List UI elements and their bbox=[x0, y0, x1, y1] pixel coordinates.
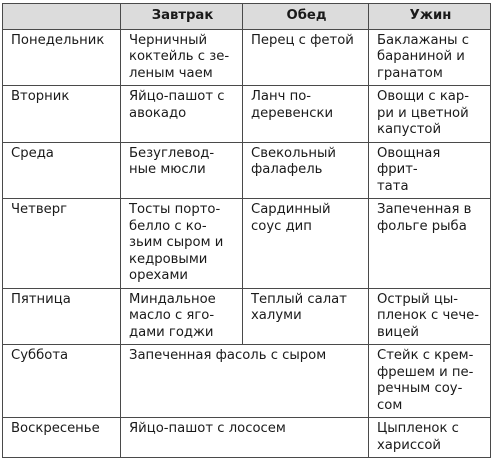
lunch-cell: Сардинный соус дип bbox=[243, 199, 369, 289]
day-cell: Суббота bbox=[3, 345, 121, 418]
breakfast-cell: Тосты порто- белло с ко- зьим сыром и кедровыми орехами bbox=[121, 199, 243, 289]
day-cell: Понедельник bbox=[3, 29, 121, 86]
breakfast-lunch-cell: Яйцо-пашот с лососем bbox=[121, 418, 369, 458]
lunch-cell: Свекольный фалафель bbox=[243, 142, 369, 199]
breakfast-cell: Яйцо-пашот с авокадо bbox=[121, 86, 243, 143]
lunch-cell: Перец с фетой bbox=[243, 29, 369, 86]
table-row bbox=[3, 199, 491, 289]
dinner-cell: Запеченная в фольге рыба bbox=[369, 199, 491, 289]
table-row bbox=[3, 86, 491, 143]
table-row bbox=[3, 142, 491, 199]
weekly-meal-table bbox=[2, 3, 491, 458]
day-cell: Среда bbox=[3, 142, 121, 199]
breakfast-lunch-cell: Запеченная фасоль с сыром bbox=[121, 345, 369, 418]
day-cell: Четверг bbox=[3, 199, 121, 289]
header-day bbox=[3, 4, 121, 30]
table-row bbox=[3, 418, 491, 458]
table-row bbox=[3, 345, 491, 418]
breakfast-cell: Черничный коктейль с зе- леным чаем bbox=[121, 29, 243, 86]
dinner-cell: Цыпленок с хариссой bbox=[369, 418, 491, 458]
day-cell: Пятница bbox=[3, 288, 121, 345]
table-row bbox=[3, 288, 491, 345]
lunch-cell: Ланч по- деревенски bbox=[243, 86, 369, 143]
dinner-cell: Овощная фрит- тата bbox=[369, 142, 491, 199]
breakfast-cell: Миндальное масло с яго- дами годжи bbox=[121, 288, 243, 345]
dinner-cell: Стейк с крем- фрешем и пе- речным соу- сом bbox=[369, 345, 491, 418]
header-breakfast: Завтрак bbox=[121, 4, 243, 30]
dinner-cell: Овощи с кар- ри и цветной капустой bbox=[369, 86, 491, 143]
day-cell: Воскресенье bbox=[3, 418, 121, 458]
header-dinner: Ужин bbox=[369, 4, 491, 30]
lunch-cell: Теплый салат халуми bbox=[243, 288, 369, 345]
dinner-cell: Острый цы- пленок с чече- вицей bbox=[369, 288, 491, 345]
header-row bbox=[3, 4, 491, 30]
table-row bbox=[3, 29, 491, 86]
breakfast-cell: Безуглевод- ные мюсли bbox=[121, 142, 243, 199]
day-cell: Вторник bbox=[3, 86, 121, 143]
header-lunch: Обед bbox=[243, 4, 369, 30]
dinner-cell: Баклажаны с бараниной и гранатом bbox=[369, 29, 491, 86]
